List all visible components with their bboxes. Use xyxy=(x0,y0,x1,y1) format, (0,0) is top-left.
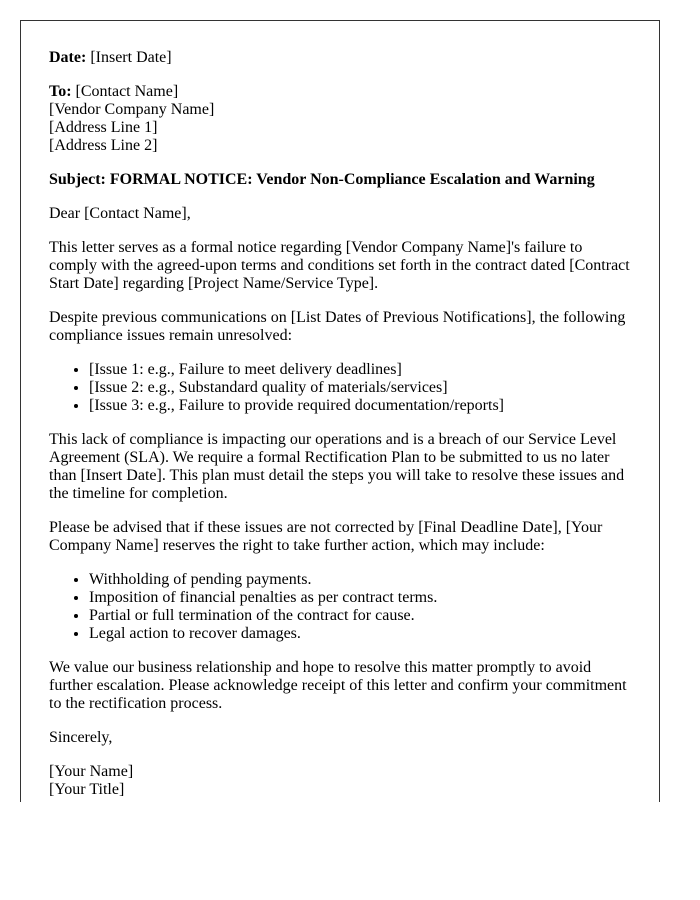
action-item: • Imposition of financial penalties as per contract terms. xyxy=(89,589,631,607)
recipient-company: [Vendor Company Name] xyxy=(49,101,215,118)
signature-name: [Your Name] xyxy=(49,763,134,780)
paragraph-consequences-lead: Please be advised that if these issues are not corrected by [Final Deadline Date], [Your Company Name] reserves the right to take further action, which may include: xyxy=(49,519,603,554)
actions-list xyxy=(49,571,631,643)
subject-text: Subject: FORMAL NOTICE: Vendor Non-Compliance Escalation and Warning xyxy=(49,171,595,188)
signature-block xyxy=(49,763,631,799)
recipient-block xyxy=(49,83,631,155)
date-value: [Insert Date] xyxy=(90,49,172,66)
action-item: • Legal action to recover damages. xyxy=(89,625,631,643)
issue-item: • [Issue 3: e.g., Failure to provide required documentation/reports] xyxy=(89,397,631,415)
date-line xyxy=(49,49,631,67)
action-item: • Partial or full termination of the contract for cause. xyxy=(89,607,631,625)
paragraph-intro: This letter serves as a formal notice regarding [Vendor Company Name]'s failure to comply with the agreed-upon terms and conditions set forth in the contract dated [Contract Start Date] regarding [Project Name/Service Type]. xyxy=(49,239,630,292)
recipient-label: To: xyxy=(49,83,72,100)
action-item: • Withholding of pending payments. xyxy=(89,571,631,589)
subject-line xyxy=(49,171,631,189)
issue-item: • [Issue 1: e.g., Failure to meet delivery deadlines] xyxy=(89,361,631,379)
recipient-name: [Contact Name] xyxy=(75,83,179,100)
recipient-name-line xyxy=(49,83,631,101)
paragraph-breach: This lack of compliance is impacting our operations and is a breach of our Service Level Agreement (SLA). We require a formal Rectification Plan to be submitted to us no later than [Insert Date]. This plan must detail the steps you will take to resolve these issues and the timeline for completion. xyxy=(49,431,625,502)
paragraph-issues-lead: Despite previous communications on [List Dates of Previous Notifications], the following compliance issues remain unresolved: xyxy=(49,309,626,344)
signature-title: [Your Title] xyxy=(49,781,125,798)
recipient-address-line-1: [Address Line 1] xyxy=(49,119,158,136)
issues-list xyxy=(49,361,631,415)
salutation: Dear [Contact Name], xyxy=(49,205,191,222)
letter-document xyxy=(20,20,660,802)
recipient-address-line-2: [Address Line 2] xyxy=(49,137,158,154)
issue-item: • [Issue 2: e.g., Substandard quality of materials/services] xyxy=(89,379,631,397)
paragraph-closing: We value our business relationship and hope to resolve this matter promptly to avoid further escalation. Please acknowledge receipt of this letter and confirm your commitment to the rectification process. xyxy=(49,659,627,712)
closing-phrase: Sincerely, xyxy=(49,729,113,746)
date-label: Date: xyxy=(49,49,87,66)
